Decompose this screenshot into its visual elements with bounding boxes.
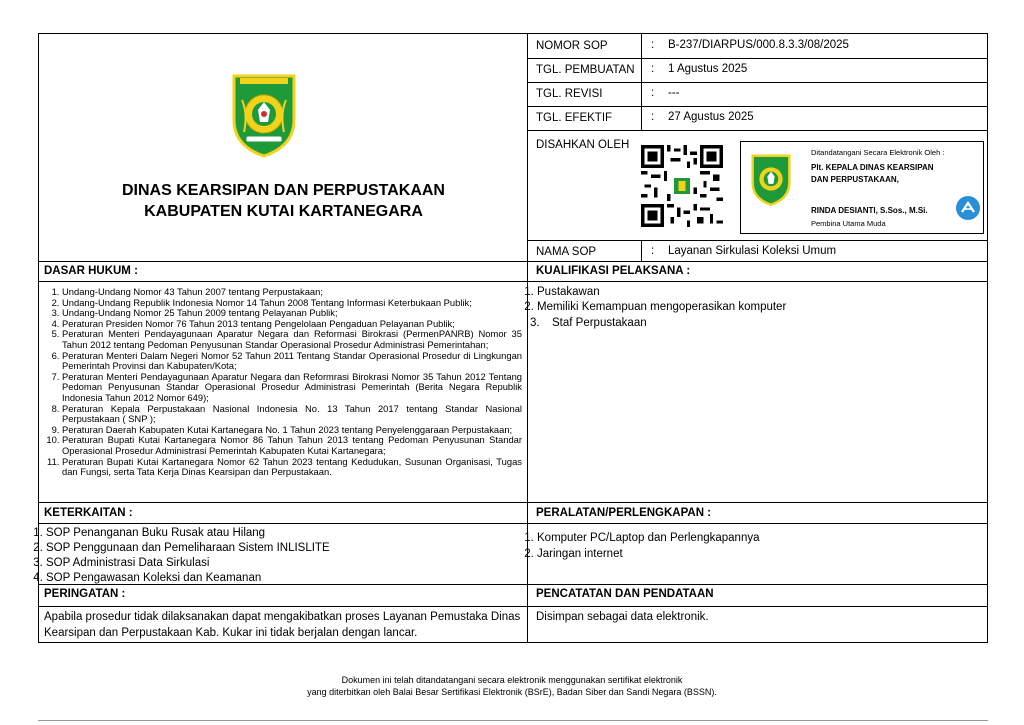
row-divider — [527, 130, 988, 131]
section-divider — [38, 281, 988, 282]
row-divider — [527, 58, 988, 59]
keterkaitan-heading: KETERKAITAN : — [44, 507, 133, 519]
dasar-hukum-heading: DASAR HUKUM : — [44, 265, 138, 277]
list-item: 6. Peraturan Menteri Dalam Negeri Nomor 52 Tahun 2011 Tentang Standar Operasional Prosedur di Lingkungan Pemerintah Provinsi dan Kabupaten/Kota; — [62, 351, 522, 372]
footer-line-1: Dokumen ini telah ditandatangani secara elektronik menggunakan sertifikat elektronik — [341, 675, 683, 685]
organization-name — [40, 180, 527, 222]
org-line-2: KABUPATEN KUTAI KARTANEGARA — [144, 203, 423, 220]
tgl-pembuatan-value: 1 Agustus 2025 — [668, 63, 748, 75]
peringatan-text: Apabila prosedur tidak dilaksanakan dapat mengakibatkan proses Layanan Pemustaka Dinas Kearsipan dan Perpustakaan Kab. Kukar ini tidak berjalan dengan lancar. — [44, 611, 521, 639]
list-item: 1. Undang-Undang Nomor 43 Tahun 2007 tentang Perpustakaan; — [62, 287, 522, 298]
list-item: 7. Peraturan Menteri Pendayagunaan Aparatur Negara dan Reformrasi Birokrasi Nomor 35 Tahun 2012 Tentang Pedoman Penyusunan Standar Operasional Prosedur Administrasi Pemerintah (Berita Negara Republik Indonesia Tahun 2012 Nomor 649); — [62, 372, 522, 404]
signature-note: Ditandatangani Secara Elektronik Oleh : — [811, 148, 945, 157]
keterkaitan-list — [26, 526, 516, 586]
nama-sop-value: Layanan Sirkulasi Koleksi Umum — [668, 245, 837, 257]
list-item: 1. SOP Penanganan Buku Rusak atau Hilang — [46, 526, 516, 541]
tgl-efektif-label: TGL. EFEKTIF — [536, 112, 613, 124]
kualifikasi-list — [517, 285, 977, 315]
signer-name: RINDA DESIANTI, S.Sos., M.Si. — [811, 206, 928, 215]
colon: : — [651, 39, 655, 51]
list-item: 2. Undang-Undang Republik Indonesia Nomor 14 Tahun 2008 Tentang Informasi Keterbukaan Publik; — [62, 298, 522, 309]
pencatatan-text: Disimpan sebagai data elektronik. — [536, 611, 709, 623]
label-divider — [641, 33, 642, 130]
signer-title-1: Plt. KEPALA DINAS KEARSIPAN — [811, 163, 934, 172]
row-divider — [527, 240, 988, 241]
qr-code — [641, 145, 723, 227]
dasar-hukum-list — [44, 287, 522, 478]
footer-note — [0, 674, 1024, 698]
list-item: 3. SOP Administrasi Data Sirkulasi — [46, 556, 516, 571]
list-item: 4. Peraturan Presiden Nomor 76 Tahun 2013 tentang Pengelolaan Pengaduan Pelayanan Publik; — [62, 319, 522, 330]
bsre-badge-icon — [955, 195, 981, 221]
peralatan-list — [517, 530, 977, 562]
label-divider — [641, 240, 642, 261]
section-divider — [38, 606, 988, 607]
colon: : — [651, 245, 655, 257]
tgl-revisi-value: --- — [668, 87, 680, 99]
tgl-efektif-value: 27 Agustus 2025 — [668, 111, 754, 123]
header-divider — [38, 261, 988, 262]
list-item: 4. SOP Pengawasan Koleksi dan Keamanan — [46, 571, 516, 586]
org-line-1: DINAS KEARSIPAN DAN PERPUSTAKAAN — [122, 182, 445, 199]
pencatatan-heading: PENCATATAN DAN PENDATAAN — [536, 588, 714, 600]
list-item: 2. Memiliki Kemampuan mengoperasikan komputer — [537, 300, 977, 315]
list-item: 11. Peraturan Bupati Kutai Kartanegara Nomor 62 Tahun 2023 tentang Kedudukan, Susunan Organisasi, Tugas dan Fungsi, serta Tata Kerja Dinas Kearsipan dan Perpustakaan. — [62, 457, 522, 478]
list-item: 2. Jaringan internet — [537, 546, 977, 562]
row-divider — [527, 82, 988, 83]
list-item: 1. Komputer PC/Laptop dan Perlengkapannya — [537, 530, 977, 546]
colon: : — [651, 111, 655, 123]
row-divider — [527, 106, 988, 107]
peralatan-heading: PERALATAN/PERLENGKAPAN : — [536, 507, 712, 519]
list-item: 9. Peraturan Daerah Kabupaten Kutai Kartanegara No. 1 Tahun 2023 tentang Penyelenggaraan Perpustakaan; — [62, 425, 522, 436]
kukar-emblem-logo — [228, 70, 300, 158]
list-item: 2. SOP Penggunaan dan Pemeliharaan Sistem INLISLITE — [46, 541, 516, 556]
nomor-sop-value: B-237/DIARPUS/000.8.3.3/08/2025 — [668, 39, 849, 51]
nomor-sop-label: NOMOR SOP — [536, 40, 608, 52]
section-divider — [38, 502, 988, 503]
footer-line-2: yang diterbitkan oleh Balai Besar Sertifikasi Elektronik (BSrE), Badan Siber dan Sandi Negara (BSSN). — [307, 687, 717, 697]
kualifikasi-item-3-text: Staf Perpustakaan — [552, 317, 647, 329]
list-item: 1. Pustakawan — [537, 285, 977, 300]
signer-title-2: DAN PERPUSTAKAAN, — [811, 175, 899, 184]
electronic-signature-box — [740, 141, 984, 234]
footer-rule — [38, 720, 988, 721]
kualifikasi-item-3-number: 3. — [530, 317, 540, 329]
disahkan-oleh-label: DISAHKAN OLEH — [536, 139, 630, 151]
list-item: 3. Undang-Undang Nomor 25 Tahun 2009 tentang Pelayanan Publik; — [62, 308, 522, 319]
tgl-revisi-label: TGL. REVISI — [536, 88, 603, 100]
list-item: 5. Peraturan Menteri Pendayagunaan Aparatur Negara dan Reformasi Birokrasi (PermenPANRB) Nomor 35 Tahun 2012 tentang Pedoman Penyusunan Standar Operasional Prosedur Administrasi Pemerintahan; — [62, 329, 522, 350]
colon: : — [651, 63, 655, 75]
colon: : — [651, 87, 655, 99]
signer-rank: Pembina Utama Muda — [811, 219, 886, 228]
tgl-pembuatan-label: TGL. PEMBUATAN — [536, 64, 635, 76]
nama-sop-label: NAMA SOP — [536, 246, 597, 258]
section-divider — [38, 523, 988, 524]
kualifikasi-heading: KUALIFIKASI PELAKSANA : — [536, 265, 691, 277]
kukar-emblem-small-icon — [749, 151, 793, 207]
list-item: 10. Peraturan Bupati Kutai Kartanegara Nomor 86 Tahun Tahun 2013 tentang Pedoman Penyusunan Standar Operasional Prosedur Administrasi Pemerintah Kabupaten Kutai Kartanegara; — [62, 435, 522, 456]
list-item: 8. Peraturan Kepala Perpustakaan Nasional Indonesia No. 13 Tahun 2017 tentang Standar Nasional Perpustakaan ( SNP ); — [62, 404, 522, 425]
peringatan-heading: PERINGATAN : — [44, 588, 126, 600]
